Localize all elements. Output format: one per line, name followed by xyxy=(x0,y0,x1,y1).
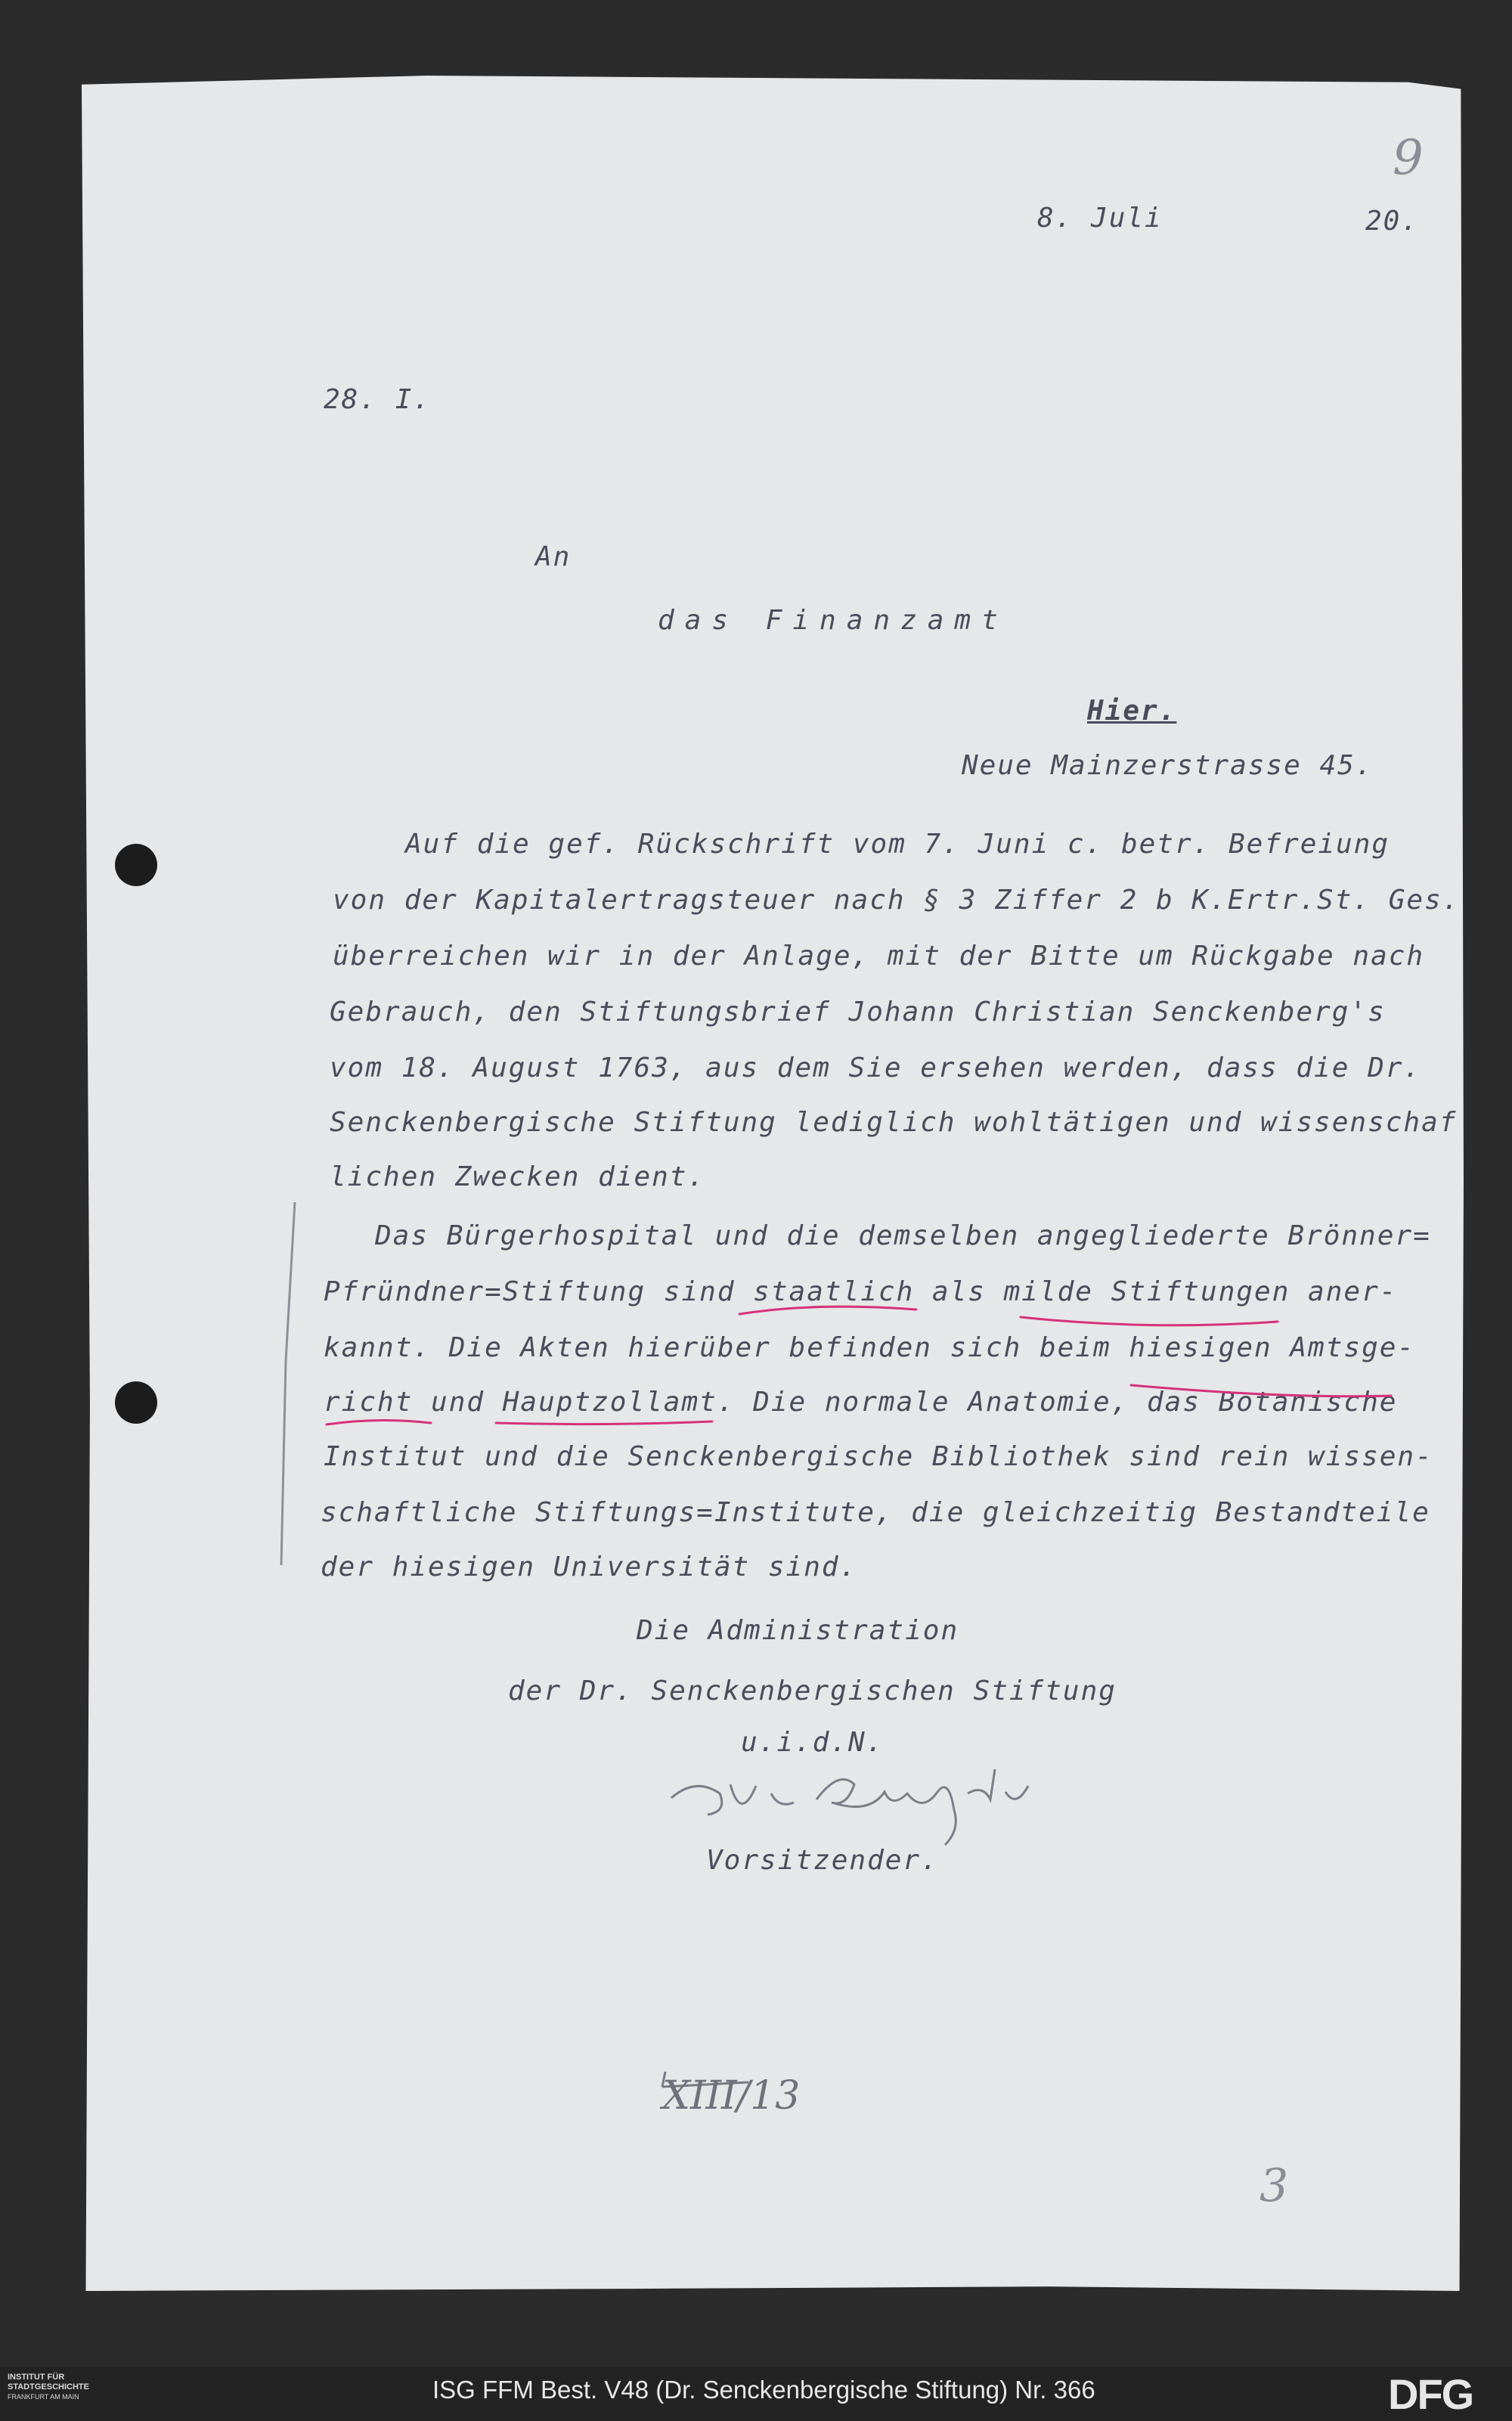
paragraph-line: der hiesigen Universität sind. xyxy=(321,1551,858,1582)
page-number-bottom: 3 xyxy=(1259,2159,1289,2212)
file-mark-handwritten: XIII/13 xyxy=(662,2073,801,2119)
archive-caption: ISG FFM Best. V48 (Dr. Senckenbergische Stiftung) Nr. 366 xyxy=(432,2376,1095,2404)
paragraph-line: Senckenbergische Stiftung lediglich wohltätigen und wissenschaf xyxy=(330,1107,1458,1138)
recipient-street: Neue Mainzerstrasse 45. xyxy=(962,750,1374,781)
closing-administration: Die Administration xyxy=(637,1615,959,1646)
institution-line-2: STADTGESCHICHTE xyxy=(8,2382,89,2392)
paragraph-line: Auf die gef. Rückschrift vom 7. Juni c. betr. Befreiung xyxy=(405,829,1390,860)
paragraph-line: kannt. Die Akten hierüber befinden sich beim hiesigen Amtsge- xyxy=(324,1332,1416,1363)
paragraph-line: schaftliche Stiftungs=Institute, die gleichzeitig Bestandteile xyxy=(321,1497,1430,1528)
paragraph-line: Das Bürgerhospital und die demselben angegliederte Brönner= xyxy=(375,1220,1431,1251)
institution-line-3: FRANKFURT AM MAIN xyxy=(8,2393,79,2401)
institution-logo xyxy=(8,2373,89,2402)
reference-number: 28. I. xyxy=(324,384,432,415)
recipient: das Finanzamt xyxy=(658,605,1009,636)
punch-hole-bottom xyxy=(115,1381,157,1424)
paragraph-line: vom 18. August 1763, aus dem Sie ersehen werden, dass die Dr. xyxy=(330,1052,1422,1083)
letter-year: 20. xyxy=(1365,206,1420,237)
paragraph-line: überreichen wir in der Anlage, mit der Bitte um Rückgabe nach xyxy=(333,941,1425,972)
paragraph-line: Pfründner=Stiftung sind staatlich als milde Stiftungen aner- xyxy=(324,1276,1398,1307)
letter-date: 8. Juli xyxy=(1037,203,1163,234)
page-number-handwritten: 9 xyxy=(1393,130,1424,186)
closing-title: Vorsitzender. xyxy=(706,1845,939,1876)
paragraph-line: richt und Hauptzollamt. Die normale Anatomie, das Botanische xyxy=(324,1387,1398,1418)
closing-abbreviation: u.i.d.N. xyxy=(741,1727,885,1758)
paragraph-line: von der Kapitalertragsteuer nach § 3 Ziffer 2 b K.Ertr.St. Ges. xyxy=(333,885,1461,916)
closing-foundation: der Dr. Senckenbergischen Stiftung xyxy=(508,1675,1117,1706)
paragraph-line: lichen Zwecken dient. xyxy=(330,1161,706,1192)
paragraph-line: Gebrauch, den Stiftungsbrief Johann Christian Senckenberg's xyxy=(330,997,1386,1028)
dfg-logo: DFG xyxy=(1388,2370,1473,2418)
salutation: An xyxy=(535,541,572,572)
paragraph-line: Institut und die Senckenbergische Bibliothek sind rein wissen- xyxy=(324,1441,1433,1472)
punch-hole-top xyxy=(115,844,157,886)
institution-line-1: INSTITUT FÜR xyxy=(8,2373,65,2382)
recipient-place: Hier. xyxy=(1087,696,1177,727)
letter-sheet xyxy=(82,76,1464,2291)
